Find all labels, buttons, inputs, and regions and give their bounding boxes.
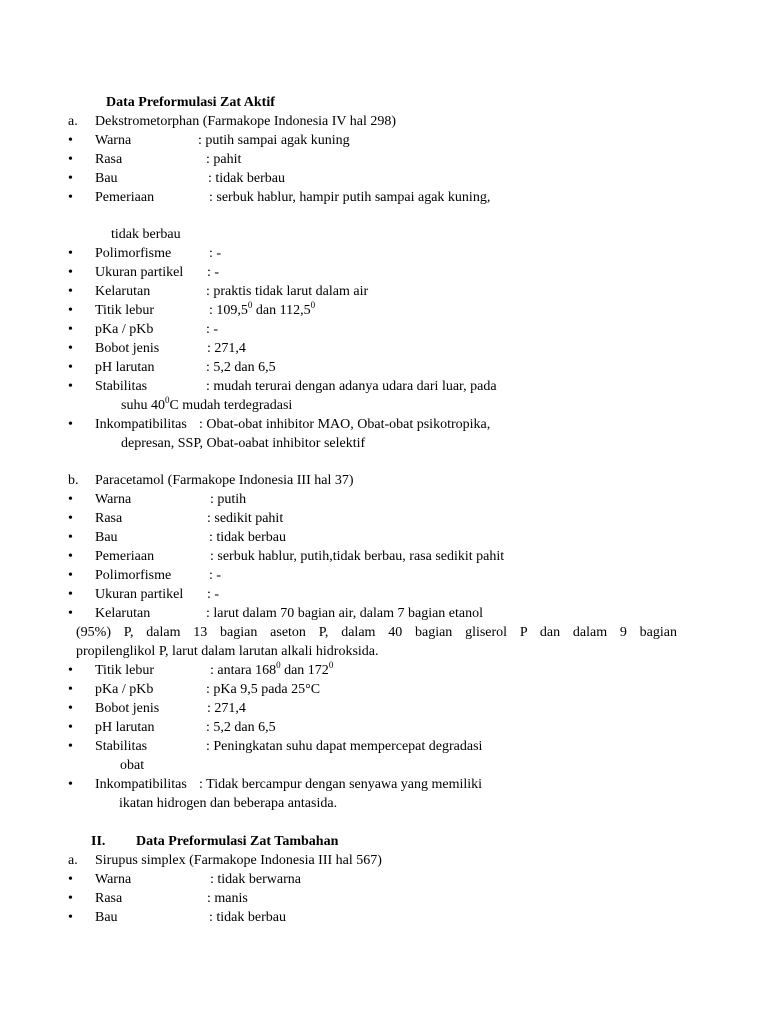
- item-label: Rasa: [95, 511, 123, 526]
- item-value: : putih: [210, 492, 247, 507]
- item-value: : tidak berbau: [209, 530, 286, 545]
- item-label: Bobot jenis: [95, 701, 160, 716]
- item-value: : 271,4: [207, 701, 246, 716]
- item-label: Bau: [95, 910, 118, 925]
- value-text: : 109,5: [209, 303, 248, 318]
- item-label: Rasa: [95, 152, 123, 167]
- item-label: pH larutan: [95, 360, 155, 375]
- item-value: : mudah terurai dengan adanya udara dari luar, pada: [206, 379, 497, 394]
- item-value: : pahit: [206, 152, 242, 167]
- continuation-text: propilenglikol P, larut dalam larutan alkali hidroksida.: [76, 644, 379, 659]
- item-value: : -: [209, 246, 222, 261]
- section-c-heading: Sirupus simplex (Farmakope Indonesia III hal 567): [95, 853, 382, 868]
- degree-superscript: 0: [164, 395, 170, 405]
- continuation-text: ikatan hidrogen dan beberapa antasida.: [119, 796, 338, 811]
- item-label: Inkompatibilitas: [95, 777, 187, 792]
- item-label: pKa / pKb: [95, 322, 154, 337]
- item-value: : 271,4: [207, 341, 246, 356]
- item-label: Bau: [95, 530, 118, 545]
- item-label: Stabilitas: [95, 739, 148, 754]
- degree-superscript: 0: [310, 300, 316, 310]
- item-value: : Tidak bercampur dengan senyawa yang memiliki: [199, 777, 483, 792]
- item-label: Titik lebur: [95, 303, 154, 318]
- degree-superscript: 0: [328, 660, 334, 670]
- item-label: Stabilitas: [95, 379, 148, 394]
- item-value: : -: [207, 587, 220, 602]
- section-c-marker: a.: [68, 853, 78, 868]
- item-value: : serbuk hablur, hampir putih sampai agak kuning,: [209, 190, 491, 205]
- item-value: : manis: [207, 891, 248, 906]
- item-value: : sedikit pahit: [207, 511, 284, 526]
- item-label: Pemeriaan: [95, 190, 155, 205]
- item-label: Warna: [95, 492, 132, 507]
- item-label: Bau: [95, 171, 118, 186]
- item-value: : 5,2 dan 6,5: [206, 720, 276, 735]
- page-title: Data Preformulasi Zat Aktif: [106, 95, 275, 110]
- item-value: : -: [207, 265, 220, 280]
- continuation-text: obat: [120, 758, 145, 773]
- item-label: Kelarutan: [95, 606, 151, 621]
- continuation-part: suhu 40: [121, 398, 165, 413]
- item-value: : praktis tidak larut dalam air: [206, 284, 369, 299]
- item-label: Polimorfisme: [95, 246, 172, 261]
- item-value: [210, 662, 333, 680]
- item-value: [209, 302, 315, 320]
- degree-superscript: 0: [276, 660, 281, 670]
- item-label: pKa / pKb: [95, 682, 154, 697]
- item-label: Polimorfisme: [95, 568, 172, 583]
- item-value: : Peningkatan suhu dapat mempercepat degradasi: [206, 739, 483, 754]
- item-label: Rasa: [95, 891, 123, 906]
- section-a-marker: a.: [68, 114, 78, 129]
- section-b-marker: b.: [68, 473, 79, 488]
- value-text: : antara 168: [210, 663, 277, 678]
- degree-superscript: 0: [247, 300, 253, 310]
- item-value: : serbuk hablur, putih,tidak berbau, rasa sedikit pahit: [210, 549, 505, 564]
- item-value: : tidak berbau: [208, 171, 285, 186]
- continuation-part: C mudah terdegradasi: [169, 398, 293, 413]
- item-label: Pemeriaan: [95, 549, 155, 564]
- item-label: Ukuran partikel: [95, 587, 184, 602]
- section-a-heading: Dekstrometorphan (Farmakope Indonesia IV hal 298): [95, 114, 397, 129]
- item-label: Bobot jenis: [95, 341, 160, 356]
- item-value: : -: [206, 322, 219, 337]
- item-value: : Obat-obat inhibitor MAO, Obat-obat psikotropika,: [199, 417, 491, 432]
- item-label: Kelarutan: [95, 284, 151, 299]
- item-value: : pKa 9,5 pada 25°C: [206, 682, 321, 697]
- item-value: : 5,2 dan 6,5: [206, 360, 276, 375]
- value-text: dan 112,5: [252, 303, 311, 318]
- item-label: Titik lebur: [95, 663, 154, 678]
- item-label: Ukuran partikel: [95, 265, 184, 280]
- item-label: Warna: [95, 133, 132, 148]
- item-label: pH larutan: [95, 720, 155, 735]
- item-value: : tidak berwarna: [210, 872, 301, 887]
- value-text: dan 172: [280, 663, 329, 678]
- section-b-heading: Paracetamol (Farmakope Indonesia III hal 37): [95, 473, 354, 488]
- continuation-text: depresan, SSP, Obat-oabat inhibitor selektif: [121, 436, 366, 451]
- item-label: Warna: [95, 872, 132, 887]
- item-label: Inkompatibilitas: [95, 417, 187, 432]
- item-value: : larut dalam 70 bagian air, dalam 7 bagian etanol: [206, 606, 484, 621]
- item-value: : putih sampai agak kuning: [198, 133, 350, 148]
- item-value: : tidak berbau: [209, 910, 286, 925]
- continuation-text: [121, 397, 292, 415]
- section-2-numeral: II.: [91, 834, 106, 849]
- continuation-text: (95%) P, dalam 13 bagian aseton P, dalam 40 bagian gliserol P dan dalam 9 bagian: [76, 625, 677, 640]
- continuation-text: tidak berbau: [111, 227, 181, 242]
- item-value: : -: [209, 568, 222, 583]
- section-2-title: Data Preformulasi Zat Tambahan: [136, 834, 339, 849]
